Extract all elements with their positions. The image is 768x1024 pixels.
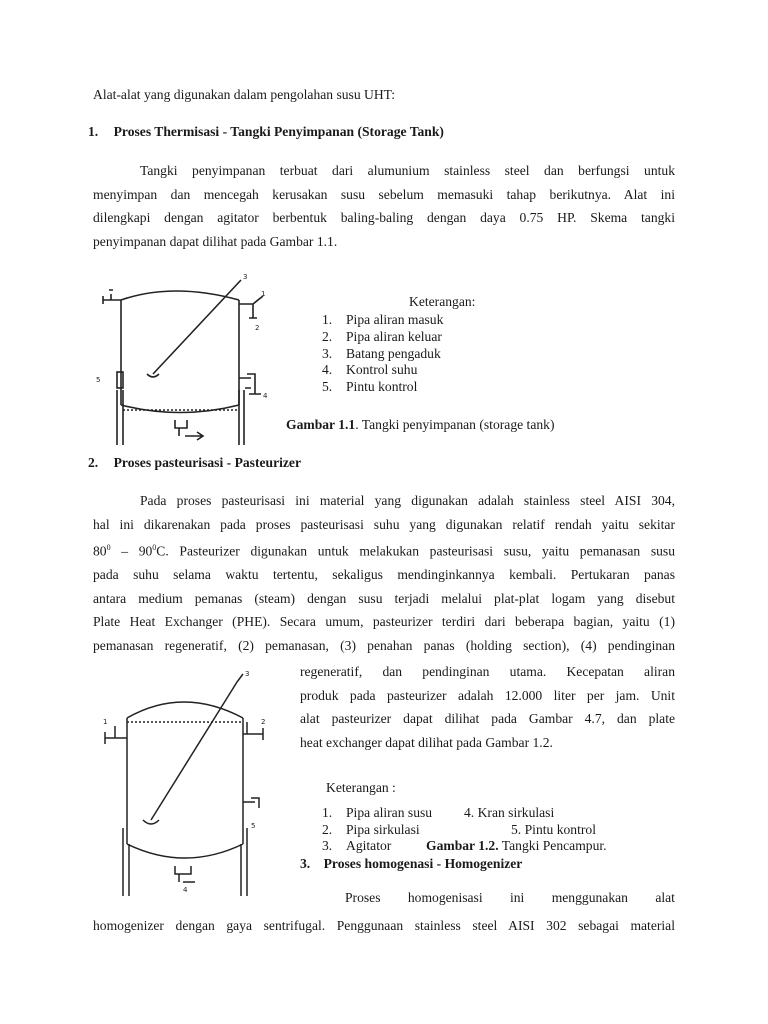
section2-title: Proses pasteurisasi - Pasteurizer: [113, 455, 301, 470]
legend-item: 5. Pintu kontrol: [322, 379, 418, 395]
section2-number: 2.: [88, 455, 99, 470]
legend-item: 2. Pipa aliran keluar: [322, 328, 442, 344]
fig1-caption-text: . Tangki penyimpanan (storage tank): [355, 417, 555, 432]
legend-item: 2. Pipa sirkulasi 5. Pintu kontrol: [322, 821, 596, 837]
section3-heading: [300, 856, 522, 872]
figure-label: 4: [183, 886, 188, 894]
paragraph-line: pada suhu selama waktu tertentu, sekaligus mendinginkannya kembali. Pertukaran panas: [93, 567, 675, 583]
figure-label: 2: [261, 718, 266, 726]
fig1-legend-title: Keterangan:: [409, 294, 476, 309]
paragraph-line: antara medium pemanas (steam) dengan susu terjadi melalui plat-plat logam yang disebut: [93, 590, 675, 606]
section2-paragraph-continued: [300, 660, 675, 754]
legend-item: 1. Pipa aliran masuk: [322, 312, 444, 327]
section1-number: 1.: [88, 124, 99, 139]
fig1-legend-list: [322, 312, 443, 396]
legend-item: 3. Agitator Gambar 1.2. Tangki Pencampur.: [322, 838, 607, 853]
legend-item: 4. Kontrol suhu: [322, 362, 418, 378]
paragraph-line: Plate Heat Exchanger (PHE). Secara umum, pasteurizer terdiri dari beberapa bagian, yaitu (1): [93, 614, 675, 630]
agitator-shaft: [153, 280, 241, 374]
figure-label: 3: [245, 670, 250, 678]
paragraph-line: menyimpan dan mencegah kerusakan susu sebelum memasuki tahap berikutnya. Alat ini: [93, 186, 675, 202]
figure-label: 1: [103, 718, 108, 726]
paragraph-line: homogenizer dengan gaya sentrifugal. Penggunaan stainless steel AISI 302 sebagai material: [93, 918, 675, 933]
figure-label: 5: [96, 376, 101, 384]
fig2-caption-text: Tangki Pencampur.: [498, 838, 607, 853]
paragraph-line: Tangki penyimpanan terbuat dari alumunium stainless steel dan berfungsi untuk: [140, 163, 675, 178]
section3-title: Proses homogenasi - Homogenizer: [323, 856, 523, 871]
paragraph-line: hal ini dikarenakan pada proses pasteurisasi suhu yang digunakan relatif rendah yaitu sekitar: [93, 516, 675, 532]
fig2-legend-list: [322, 805, 642, 855]
section2-heading: [88, 455, 301, 471]
tank-top-dome: [121, 291, 239, 300]
legend-item: 1. Pipa aliran susu 4. Kran sirkulasi: [322, 805, 555, 820]
paragraph-line: produk pada pasteurizer adalah 12.000 liter per jam. Unit: [300, 687, 675, 703]
figure-label: 3: [243, 273, 248, 281]
section1-title: Proses Thermisasi - Tangki Penyimpanan (Storage Tank): [113, 124, 444, 139]
section1-heading: [88, 124, 444, 140]
fig2-caption-label: Gambar 1.2.: [426, 838, 499, 853]
section3-paragraph-line1: Proses homogenisasi ini menggunakan alat: [345, 890, 675, 905]
legend-item: 3. Batang pengaduk: [322, 345, 441, 361]
paragraph-line: alat pasteurizer dapat dilihat pada Gambar 4.7, dan plate: [300, 711, 675, 726]
paragraph-line: heat exchanger dapat dilihat pada Gambar 1.2.: [300, 734, 553, 750]
paragraph-line: regeneratif, dan pendinginan utama. Kecepatan aliran: [300, 664, 675, 679]
section3-paragraph: [93, 914, 675, 938]
storage-tank-figure: [93, 270, 273, 445]
figure-label: 2: [255, 324, 260, 332]
paragraph-line: Pada proses pasteurisasi ini material yang digunakan adalah stainless steel AISI 304,: [140, 493, 675, 508]
figure-label: 1: [261, 290, 266, 298]
figure-label: 5: [251, 822, 256, 830]
figure-label: 4: [263, 392, 268, 400]
mixing-tank-figure: [95, 668, 275, 898]
paragraph-line: $80^0 - 90^0C$. Pasteurizer digunakan untuk melakukan pasteurisasi susu, yaitu pemanasan susu: [93, 543, 676, 559]
paragraph-line: penyimpanan dapat dilihat pada Gambar 1.1.: [93, 233, 338, 249]
paragraph-line: dilengkapi dengan agitator berbentuk baling-baling dengan daya 0.75 HP. Skema tangki: [93, 210, 675, 225]
section1-paragraph: [93, 159, 675, 253]
section2-paragraph: [93, 489, 675, 657]
fig2-legend-title: Keterangan :: [326, 780, 396, 795]
fig1-caption-label: Gambar 1.1: [286, 417, 356, 432]
section3-number: 3.: [300, 856, 311, 871]
paragraph-line: pemanasan regeneratif, (2) pemanasan, (3) penahan panas (holding section), (4) pendinginan: [93, 637, 675, 653]
intro-text: Alat-alat yang digunakan dalam pengolahan susu UHT:: [93, 87, 396, 102]
fig1-caption: [286, 417, 554, 433]
